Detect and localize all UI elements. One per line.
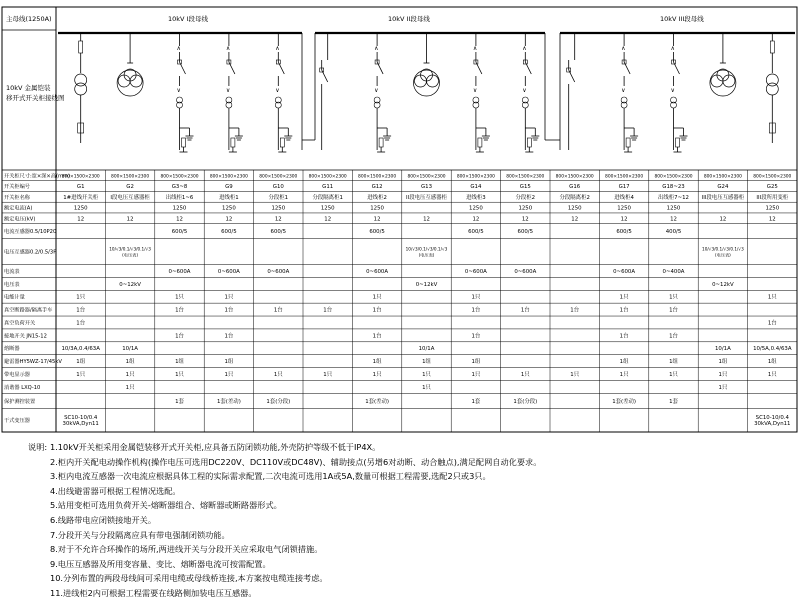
cell-G17-size: 800×1500×2300 <box>605 174 644 180</box>
cell-G1-loadswitch: 1台 <box>76 320 86 327</box>
cell-G24-arrester: 1组 <box>718 359 728 366</box>
cell-G24-name: III段电压互感器柜 <box>701 194 745 201</box>
cell-G13-arrester: 1组 <box>422 359 431 366</box>
cell-G17-earthing: 1台 <box>619 333 629 340</box>
cell-G10-size: 800×1500×2300 <box>259 174 298 180</box>
cell-G2-name: I段电压互感器柜 <box>110 194 150 201</box>
cell-G2-display: 1只 <box>125 372 135 379</box>
cell-G25-name: III段所用变柜 <box>756 194 789 201</box>
cell-G18~23-voltage: 12 <box>670 216 677 223</box>
note-9: 9.电压互感器及所用变容量、变比、熔断器电流可按需配置。 <box>50 558 271 569</box>
cell-G17-current: 1250 <box>617 205 631 212</box>
cell-G18~23-breaker: 1台 <box>669 307 678 314</box>
cell-G15-protection: 1套(分段) <box>513 398 538 405</box>
cell-G11-size: 800×1500×2300 <box>308 174 347 180</box>
cell-G18~23-arrester: 1组 <box>669 359 678 366</box>
cell-G12-earthing: 1台 <box>372 333 382 340</box>
cell-G1-energy: 1只 <box>76 294 86 301</box>
svg-text:∨: ∨ <box>522 87 527 94</box>
row-label-breaker: 真空断路器/隔离手车 <box>4 307 53 314</box>
cell-G24-size: 800×1500×2300 <box>703 174 742 180</box>
cell-G1-size: 800×1500×2300 <box>61 174 100 180</box>
cell-G10-voltage: 12 <box>274 216 282 223</box>
cell-G10-ct: 600/5 <box>270 229 287 236</box>
row-label-protection: 保护测控装置 <box>4 398 36 405</box>
cell-G1-name: 1#进线开关柜 <box>63 194 99 201</box>
cell-G10-display: 1只 <box>273 372 283 379</box>
cell-G3~8-earthing: 1台 <box>175 333 184 340</box>
cell-G16-voltage: 12 <box>571 216 579 223</box>
cell-G17-ct: 600/5 <box>616 229 632 236</box>
cell-G1-voltage: 12 <box>77 216 85 223</box>
cell-G11-display: 1只 <box>323 372 333 379</box>
cell-G12-ammeter: 0~600A <box>366 268 389 275</box>
cell-G3~8-energy: 1只 <box>175 294 184 301</box>
cell-G13-voltage: 12 <box>423 216 430 223</box>
cell-G14-ct: 600/5 <box>468 229 484 236</box>
cell-G9-protection: 1套(差动) <box>216 398 241 405</box>
cell-G9-breaker: 1台 <box>224 307 234 314</box>
row-label-ammeter: 电流表 <box>4 268 20 275</box>
cell-G9-ct: 600/5 <box>221 229 237 236</box>
cell-G1-current: 1250 <box>73 205 88 212</box>
cell-G10-current: 1250 <box>271 205 286 212</box>
note-5: 5.站用变柜可选用负荷开关-熔断器组合、熔断器或断路器形式。 <box>50 500 282 511</box>
cell-G25-display: 1只 <box>767 372 777 379</box>
cell-G16-id: G16 <box>569 184 581 191</box>
cell-G25-arrester: 1组 <box>767 359 777 366</box>
cell-G2-pt: 10/√3/0.1/√3/0.1/√3 (电压表) <box>109 246 151 258</box>
cell-G25-size: 800×1500×2300 <box>753 174 792 180</box>
cell-G13-pt: 10/√3/0.1/√3/0.1/√3 (电压表) <box>405 246 448 258</box>
cell-G18~23-name: 出线柜7~12 <box>658 194 689 201</box>
cell-G24-id: G24 <box>717 184 729 191</box>
cell-G18~23-display: 1只 <box>669 372 678 379</box>
section-title-1: 10kV I段母线 <box>168 15 208 23</box>
cell-G18~23-current: 1250 <box>666 205 681 212</box>
note-11: 11.进线柜2内可根据工程需要在线路侧加装电压互感器。 <box>50 587 257 598</box>
cell-G17-name: 进线柜4 <box>614 194 634 201</box>
table-cells <box>61 173 791 427</box>
busbar-label: 主母线(1250A) <box>6 15 52 23</box>
row-label-name: 开关柜名称 <box>4 194 30 201</box>
note-3: 3.柜内电流互感器一次电流应根据具体工程的实际需求配置,二次电流可选用1A或5A,数量可根据工程需要,选配2只或3只。 <box>50 471 491 482</box>
cell-G12-ct: 600/5 <box>369 229 385 236</box>
cell-G12-breaker: 1台 <box>372 307 382 314</box>
section-title-2: 10kV II段母线 <box>388 15 430 23</box>
cell-G9-ammeter: 0~600A <box>217 268 240 275</box>
cell-G12-voltage: 12 <box>373 216 381 223</box>
svg-text:∨: ∨ <box>225 87 231 94</box>
svg-text:∧: ∧ <box>670 45 675 52</box>
cell-G9-name: 进线柜1 <box>219 194 239 201</box>
svg-text:∧: ∧ <box>225 45 231 52</box>
cell-G9-voltage: 12 <box>225 216 233 223</box>
svg-text:∧: ∧ <box>374 45 379 52</box>
cell-G14-ammeter: 0~600A <box>464 268 487 275</box>
note-6: 6.线路带电应闭锁接地开关。 <box>50 514 157 525</box>
cell-G3~8-voltage: 12 <box>176 216 183 223</box>
cell-G24-lxq: 1只 <box>718 384 728 391</box>
note-8: 8.对于不允许合环操作的场所,两进线开关与分段开关应采取电气闭锁措施。 <box>50 544 323 555</box>
cell-G3~8-size: 800×1500×2300 <box>160 174 199 180</box>
cell-G11-current: 1250 <box>320 205 335 212</box>
cell-G24-fuse: 10/1A <box>715 346 731 353</box>
cell-G13-id: G13 <box>420 184 433 191</box>
row-label-transformer: 干式变压器 <box>4 418 30 425</box>
cell-G25-energy: 1只 <box>767 294 777 301</box>
cell-G25-loadswitch: 1台 <box>767 320 777 327</box>
cell-G14-size: 800×1500×2300 <box>456 174 495 180</box>
cell-G12-name: 进线柜2 <box>367 194 387 201</box>
cell-G14-display: 1只 <box>471 372 481 379</box>
note-4: 4.出线避雷器可根据工程情况选配。 <box>50 485 181 496</box>
cell-G1-arrester: 1组 <box>76 359 86 366</box>
row-label-voltage: 额定电压(kV) <box>4 216 36 223</box>
svg-text:∧: ∧ <box>621 45 626 52</box>
svg-text:∧: ∧ <box>522 45 527 52</box>
cell-G17-protection: 1套(差动) <box>612 398 637 405</box>
cell-G15-voltage: 12 <box>521 216 529 223</box>
note-1: 1.10kV开关柜采用金属铠装移开式开关柜,应具备五防闭锁功能,外壳防护等级不低于IP4X。 <box>50 442 381 452</box>
cell-G9-earthing: 1台 <box>224 333 234 340</box>
cell-G11-voltage: 12 <box>324 216 332 223</box>
cell-G3~8-protection: 1套 <box>175 398 184 405</box>
row-label-ct: 电流互感器0.5/10P20 <box>4 229 57 236</box>
svg-text:∧: ∧ <box>176 45 181 52</box>
cell-G1-breaker: 1台 <box>76 307 86 314</box>
svg-text:∨: ∨ <box>275 87 280 94</box>
cell-G15-ammeter: 0~600A <box>514 268 537 275</box>
cell-G18~23-id: G18~23 <box>662 184 685 191</box>
row-label-display: 带电显示器 <box>4 372 30 379</box>
row-label-id: 开关柜编号 <box>4 184 30 191</box>
svg-text:∨: ∨ <box>374 87 379 94</box>
cell-G17-voltage: 12 <box>620 216 628 223</box>
cell-G24-voltage: 12 <box>719 216 727 223</box>
cell-G15-id: G15 <box>519 184 531 191</box>
cell-G10-id: G10 <box>272 184 284 191</box>
cell-G15-display: 1只 <box>520 372 530 379</box>
cell-G2-fuse: 10/1A <box>122 346 138 353</box>
cell-G13-lxq: 1只 <box>422 384 431 391</box>
cell-G2-arrester: 1组 <box>125 359 135 366</box>
cell-G16-size: 800×1500×2300 <box>555 174 594 180</box>
row-labels <box>4 171 70 424</box>
cell-G11-id: G11 <box>322 184 334 191</box>
cell-G18~23-earthing: 1台 <box>669 333 678 340</box>
cell-G17-arrester: 1组 <box>619 359 629 366</box>
cell-G17-ammeter: 0~600A <box>613 268 636 275</box>
notes <box>28 440 788 601</box>
cell-G2-lxq: 1只 <box>125 384 135 391</box>
cell-G17-id: G17 <box>618 184 630 191</box>
notes-label: 说明: <box>28 442 48 452</box>
cell-G9-energy: 1只 <box>224 294 234 301</box>
cell-G1-transformer: SC10-10/0.4 30kVA,Dyn11 <box>62 415 99 428</box>
cell-G9-current: 1250 <box>222 205 236 212</box>
row-label-size: 开关柜尺寸:宽×深×高(mm) <box>4 173 71 180</box>
cell-G3~8-id: G3~8 <box>171 184 188 191</box>
cell-G16-name: 分段隔离柜2 <box>559 194 590 201</box>
cell-G15-current: 1250 <box>518 205 533 212</box>
note-7: 7.分段开关与分段隔离应具有带电强制闭锁功能。 <box>50 529 230 540</box>
cell-G1-id: G1 <box>76 184 85 191</box>
cell-G1-display: 1只 <box>76 372 86 379</box>
cell-G3~8-breaker: 1台 <box>175 307 184 314</box>
row-label-energy: 电能计量 <box>4 294 25 301</box>
cell-G12-energy: 1只 <box>372 294 382 301</box>
cell-G12-arrester: 1组 <box>372 359 382 366</box>
cell-G14-energy: 1只 <box>471 294 481 301</box>
cell-G17-breaker: 1台 <box>619 307 629 314</box>
cell-G3~8-ct: 600/5 <box>171 229 188 236</box>
row-label-loadswitch: 真空负荷开关 <box>4 320 36 327</box>
cell-G18~23-ct: 400/5 <box>665 229 682 236</box>
single-line-schematic <box>75 33 779 152</box>
cell-G17-energy: 1只 <box>619 294 629 301</box>
cell-G14-breaker: 1台 <box>471 307 481 314</box>
cell-G13-size: 800×1500×2300 <box>407 174 446 180</box>
cell-G12-id: G12 <box>371 184 383 191</box>
row-label-earthing: 接地开关 JN15-12 <box>4 333 47 340</box>
cell-G25-id: G25 <box>766 184 778 191</box>
cell-G16-display: 1只 <box>570 372 580 379</box>
cell-G2-voltage: 12 <box>126 216 134 223</box>
row-label-voltmeter: 电压表 <box>4 281 20 288</box>
cell-G9-arrester: 1组 <box>224 359 234 366</box>
section-title-3: 10kV III段母线 <box>660 15 704 23</box>
cell-G2-size: 800×1500×2300 <box>111 174 150 180</box>
cell-G24-voltmeter: 0~12kV <box>712 281 734 288</box>
cell-G14-protection: 1套 <box>471 398 481 405</box>
cell-G12-size: 800×1500×2300 <box>358 174 397 180</box>
cell-G25-fuse: 10/5A,0.4/63A <box>753 346 792 353</box>
cell-G11-name: 分段隔离柜1 <box>312 194 343 201</box>
svg-text:∨: ∨ <box>670 87 675 94</box>
cell-G24-pt: 10/√3/0.1/√3/0.1/√3 (电压表) <box>702 246 744 258</box>
cell-G14-earthing: 1台 <box>471 333 481 340</box>
cell-G12-current: 1250 <box>370 205 384 212</box>
cell-G13-fuse: 10/1A <box>418 346 435 353</box>
cell-G15-ct: 600/5 <box>517 229 534 236</box>
cell-G14-arrester: 1组 <box>471 359 481 366</box>
cell-G1-fuse: 10/3A,0.4/63A <box>61 346 100 353</box>
cell-G11-breaker: 1台 <box>323 307 333 314</box>
cell-G2-voltmeter: 0~12kV <box>119 281 141 288</box>
cell-G10-protection: 1套(分段) <box>266 398 291 405</box>
cell-G18~23-ammeter: 0~400A <box>662 268 685 275</box>
cell-G25-voltage: 12 <box>768 216 776 223</box>
cell-G16-current: 1250 <box>567 205 582 212</box>
row-label-fuse: 熔断器 <box>4 346 20 353</box>
cell-G13-name: II段电压互感器柜 <box>406 194 447 201</box>
diagram-label-1: 10kV 金属铠装 <box>6 84 51 92</box>
cell-G10-name: 分段柜1 <box>268 194 289 201</box>
cell-G9-display: 1只 <box>224 372 234 379</box>
cell-G13-display: 1只 <box>422 372 431 379</box>
cell-G9-id: G9 <box>225 184 233 191</box>
row-label-current: 额定电流(A) <box>4 205 33 212</box>
cell-G14-name: 进线柜3 <box>466 194 486 201</box>
cell-G14-id: G14 <box>470 184 482 191</box>
cell-G25-current: 1250 <box>765 205 780 212</box>
row-label-pt: 电压互感器0.2/0.5/3P <box>4 249 57 256</box>
svg-text:∧: ∧ <box>275 45 280 52</box>
cell-G13-voltmeter: 0~12kV <box>415 281 438 288</box>
cell-G12-display: 1只 <box>372 372 382 379</box>
cell-G12-protection: 1套(差动) <box>365 398 390 405</box>
cell-G14-current: 1250 <box>469 205 483 212</box>
cell-G14-voltage: 12 <box>472 216 480 223</box>
diagram-label-2: 移开式开关柜接线图 <box>6 94 65 102</box>
cell-G18~23-energy: 1只 <box>669 294 678 301</box>
svg-text:∨: ∨ <box>621 87 626 94</box>
svg-text:∨: ∨ <box>176 87 181 94</box>
cell-G3~8-ammeter: 0~600A <box>168 268 191 275</box>
note-10: 10.分列布置的两段母线间可采用电缆或母线桥连接,本方案按电缆连接考虑。 <box>50 573 328 584</box>
cell-G2-id: G2 <box>126 184 134 191</box>
svg-text:∨: ∨ <box>472 87 478 94</box>
cell-G9-size: 800×1500×2300 <box>209 174 248 180</box>
cell-G17-display: 1只 <box>619 372 629 379</box>
cell-G10-breaker: 1台 <box>273 307 283 314</box>
cell-G3~8-name: 出线柜1~6 <box>165 194 194 201</box>
cell-G16-breaker: 1台 <box>570 307 580 314</box>
cell-G15-size: 800×1500×2300 <box>506 174 545 180</box>
cell-G15-name: 分段柜2 <box>515 194 536 201</box>
note-2: 2.柜内开关配电动操作机构(操作电压可选用DC220V、DC110V或DC48V)、辅助接点(另增6对动断、动合触点),满足配网自动化要求。 <box>50 456 542 467</box>
row-label-lxq: 消谐器 LXQ-10 <box>4 384 41 391</box>
cell-G3~8-current: 1250 <box>172 205 187 212</box>
row-label-arrester: 避雷器HY5WZ-17/45kV <box>4 359 62 366</box>
cell-G10-ammeter: 0~600A <box>267 268 290 275</box>
cell-G18~23-size: 800×1500×2300 <box>654 174 693 180</box>
cell-G25-transformer: SC10-10/0.4 30kVA,Dyn11 <box>754 415 791 428</box>
svg-text:∧: ∧ <box>472 45 478 52</box>
cell-G15-breaker: 1台 <box>520 307 530 314</box>
cell-G24-display: 1只 <box>718 372 728 379</box>
cell-G18~23-protection: 1套 <box>669 398 678 405</box>
cell-G3~8-display: 1只 <box>175 372 184 379</box>
cell-G3~8-arrester: 1组 <box>175 359 184 366</box>
